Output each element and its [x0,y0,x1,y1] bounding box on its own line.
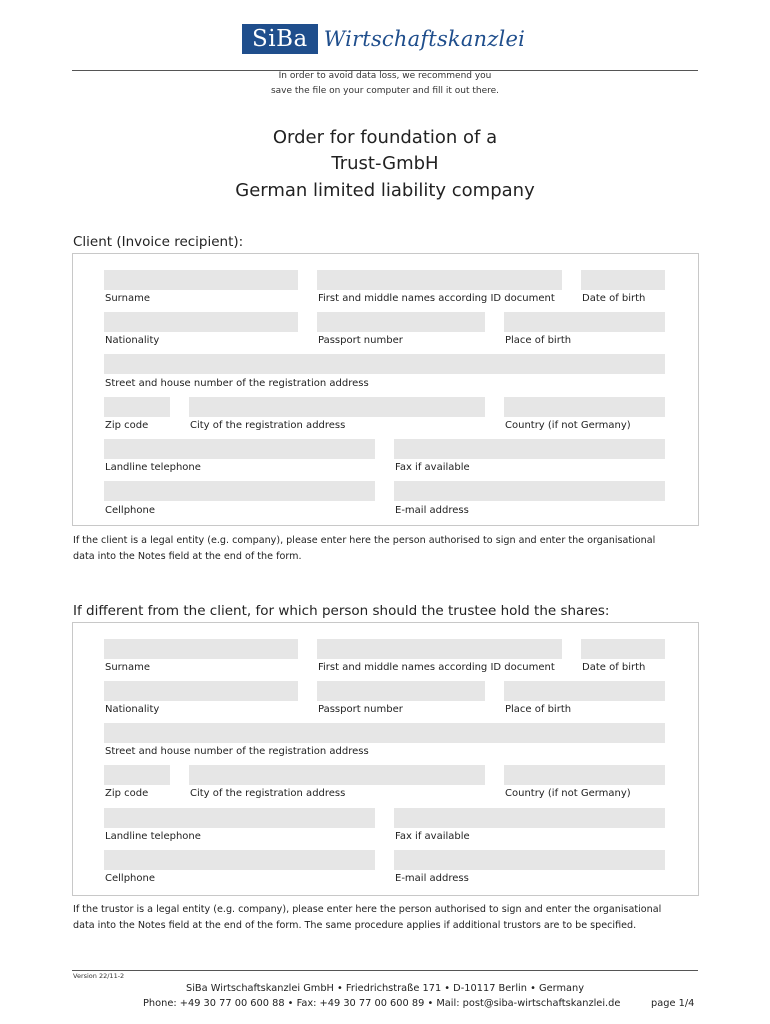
section2-heading: If different from the client, for which person should the trustee hold the shares: [73,603,610,619]
footer-version: Version 22/11-2 [73,972,125,980]
s1-surname-input[interactable] [104,270,298,290]
s2-place-of-birth-label: Place of birth [505,704,572,715]
s1-place-of-birth-input[interactable] [504,312,665,332]
logo-text: Wirtschaftskanzlei [323,27,526,51]
s1-date-of-birth-input[interactable] [581,270,665,290]
s2-zip-label: Zip code [105,788,149,799]
section1-note-line2: data into the Notes field at the end of the form. [73,550,302,562]
s1-cellphone-input[interactable] [104,481,375,501]
s2-nationality-input[interactable] [104,681,298,701]
s2-fax-input[interactable] [394,808,665,828]
footer-divider [72,970,698,971]
s1-email-input[interactable] [394,481,665,501]
s1-cellphone-label: Cellphone [105,505,155,516]
footer-address: SiBa Wirtschaftskanzlei GmbH • Friedrichstraße 171 • D-10117 Berlin • Germany [185,983,585,994]
s1-email-label: E-mail address [395,505,469,516]
s1-surname-label: Surname [105,293,150,304]
s1-passport-label: Passport number [318,335,403,346]
s2-cellphone-label: Cellphone [105,873,155,884]
s1-landline-label: Landline telephone [105,462,201,473]
s1-nationality-label: Nationality [105,335,160,346]
s2-surname-input[interactable] [104,639,298,659]
s1-first-names-input[interactable] [317,270,562,290]
logo-box: SiBa [242,24,318,54]
s1-passport-input[interactable] [317,312,485,332]
s1-fax-label: Fax if available [395,462,470,473]
s1-street-label: Street and house number of the registration address [105,378,369,389]
title-line2: Trust-GmbH [331,153,439,174]
s1-zip-input[interactable] [104,397,170,417]
s2-street-label: Street and house number of the registration address [105,746,369,757]
s2-fax-label: Fax if available [395,831,470,842]
s1-zip-label: Zip code [105,420,149,431]
s2-email-input[interactable] [394,850,665,870]
section2-note-line2: data into the Notes field at the end of the form. The same procedure applies if additional trustors are to be specified. [73,919,637,931]
s1-date-of-birth-label: Date of birth [582,293,646,304]
s2-surname-label: Surname [105,662,150,673]
s1-place-of-birth-label: Place of birth [505,335,572,346]
s2-zip-input[interactable] [104,765,170,785]
s2-country-input[interactable] [504,765,665,785]
s2-street-input[interactable] [104,723,665,743]
s2-nationality-label: Nationality [105,704,160,715]
s1-first-names-label: First and middle names according ID document [318,293,555,304]
s2-cellphone-input[interactable] [104,850,375,870]
s1-country-label: Country (if not Germany) [505,420,631,431]
s2-passport-input[interactable] [317,681,485,701]
s2-country-label: Country (if not Germany) [505,788,631,799]
section1-note-line1: If the client is a legal entity (e.g. company), please enter here the person authorised to sign and enter the organisational [73,535,656,546]
s2-first-names-label: First and middle names according ID document [318,662,555,673]
s2-city-input[interactable] [189,765,485,785]
s1-fax-input[interactable] [394,439,665,459]
s2-first-names-input[interactable] [317,639,562,659]
s1-country-input[interactable] [504,397,665,417]
s1-city-label: City of the registration address [190,420,346,431]
title-line1: Order for foundation of a [272,127,498,148]
s1-nationality-input[interactable] [104,312,298,332]
s2-date-of-birth-label: Date of birth [582,662,646,673]
s2-landline-label: Landline telephone [105,831,201,842]
s1-street-input[interactable] [104,354,665,374]
s1-city-input[interactable] [189,397,485,417]
footer-contact: Phone: +49 30 77 00 600 88 • Fax: +49 30 77 00 600 89 • Mail: post@siba-wirtschaftskanzlei.de [143,998,621,1009]
save-notice-line2: save the file on your computer and fill it out there. [270,86,500,96]
section2-note-line1: If the trustor is a legal entity (e.g. company), please enter here the person authorised to sign and enter the organisational [73,904,662,915]
s2-landline-input[interactable] [104,808,375,828]
footer-page-number: page 1/4 [651,998,695,1009]
save-notice-line1: In order to avoid data loss, we recommend you [278,71,492,81]
s2-place-of-birth-input[interactable] [504,681,665,701]
s2-date-of-birth-input[interactable] [581,639,665,659]
section1-note [73,533,713,564]
company-logo [242,24,525,54]
s2-passport-label: Passport number [318,704,403,715]
title-line3: German limited liability company [235,180,535,201]
s2-city-label: City of the registration address [190,788,346,799]
s1-landline-input[interactable] [104,439,375,459]
section1-heading: Client (Invoice recipient): [73,234,244,250]
section2-note [73,902,713,933]
s2-email-label: E-mail address [395,873,469,884]
